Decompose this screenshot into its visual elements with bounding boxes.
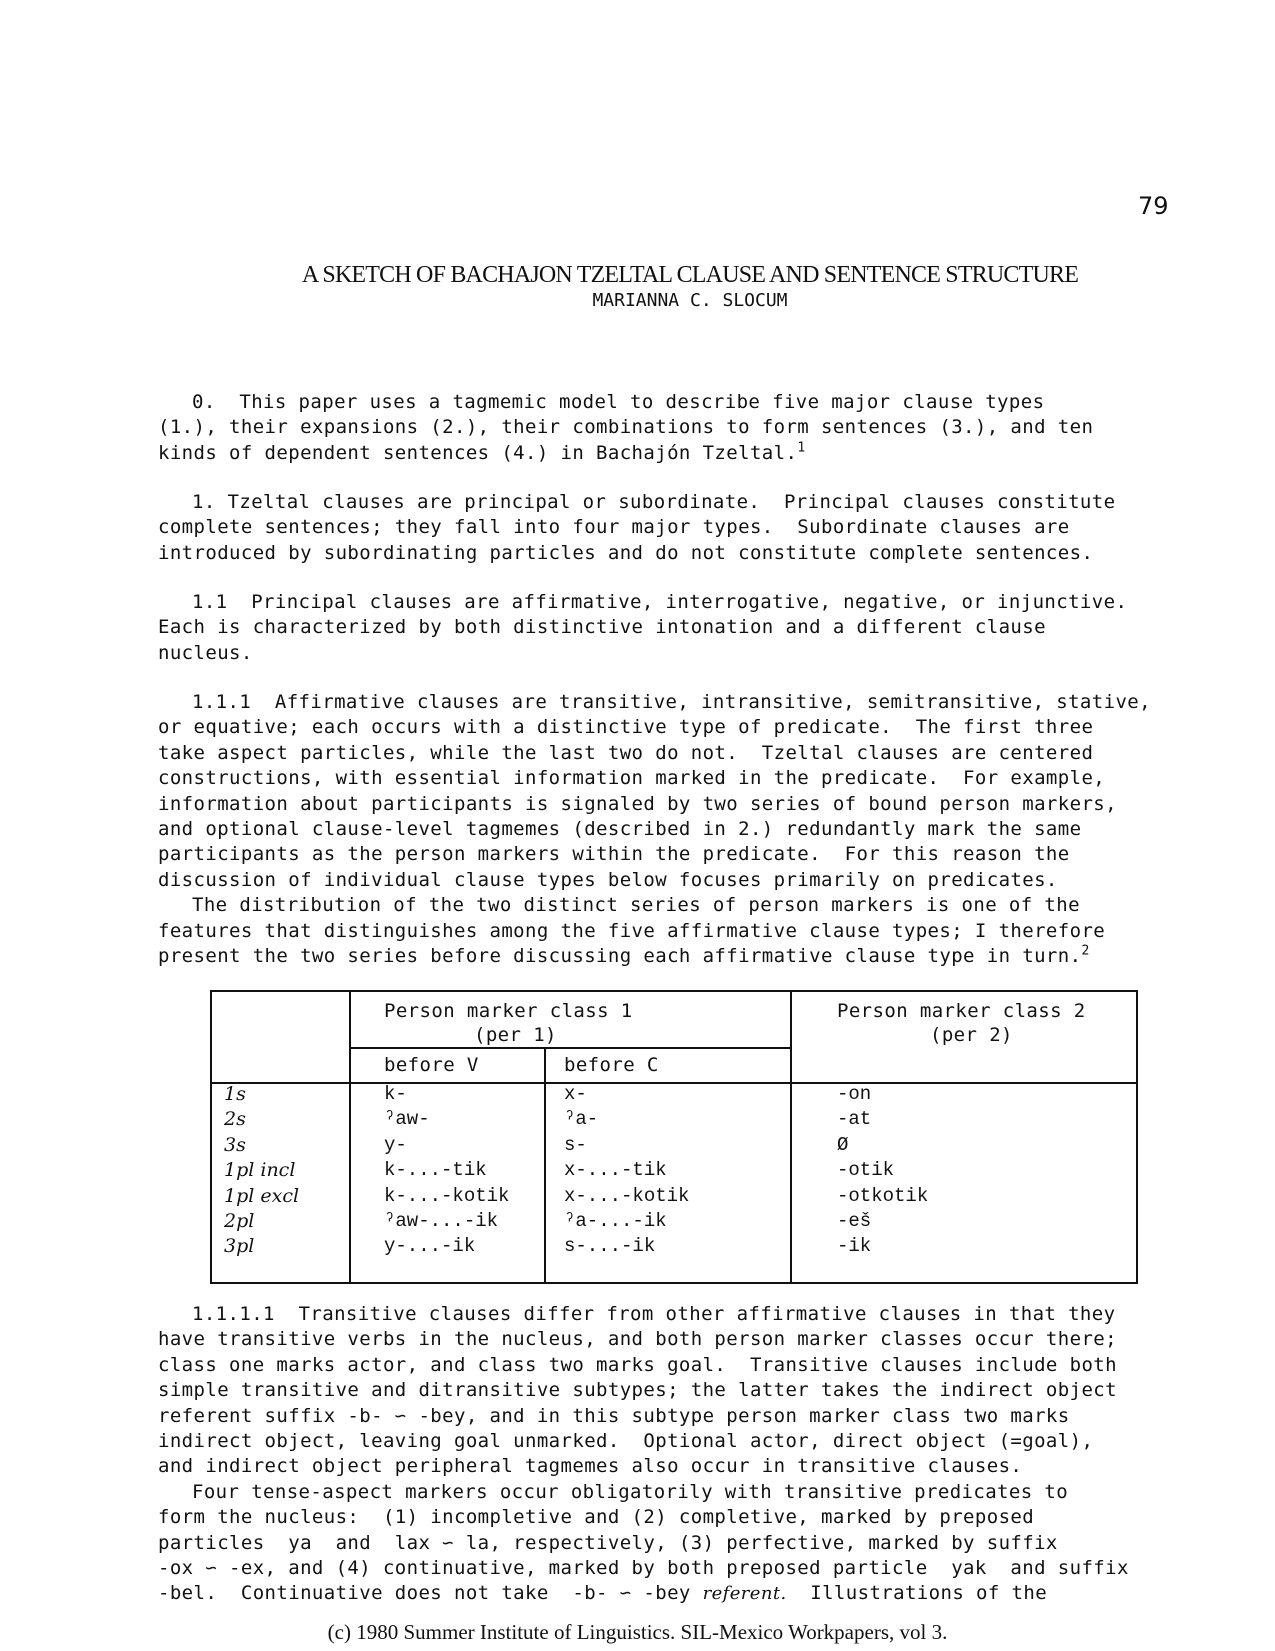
text-line-content: -bel. Continuative does not take -b- ∽ -bey: [158, 1582, 703, 1605]
table-cell: x-: [564, 1083, 587, 1105]
text-line: particles ya and lax ∽ la, respectively, (3) perfective, marked by suffix: [158, 1531, 1058, 1554]
text-line: -ox ∽ -ex, and (4) continuative, marked by both preposed particle yak and suffix: [158, 1557, 1129, 1580]
text-line: [158, 944, 1218, 969]
class2-header: Person marker class 2: [837, 1000, 1086, 1022]
text-line: take aspect particles, while the last two do not. Tzeltal clauses are centered: [158, 741, 1094, 764]
text-line: form the nucleus: (1) incompletive and (2) completive, marked by preposed: [158, 1506, 1035, 1529]
text-line: indirect object, leaving goal unmarked. Optional actor, direct object (=goal),: [158, 1430, 1094, 1453]
table-cell: -on: [837, 1083, 872, 1105]
text-line: [158, 1581, 1218, 1606]
text-line: and indirect object peripheral tagmemes also occur in transitive clauses.: [158, 1455, 1023, 1478]
before-v-column: [384, 1082, 509, 1260]
table-cell: -at: [837, 1108, 872, 1131]
text-line: and optional clause-level tagmemes (described in 2.) redundantly mark the same: [158, 818, 1082, 841]
text-line: class one marks actor, and class two marks goal. Transitive clauses include both: [158, 1353, 1117, 1376]
paragraph-0: [158, 390, 1218, 466]
class2-column: [837, 1082, 928, 1260]
person-label: 3pl: [224, 1235, 255, 1258]
person-label: 1pl excl: [224, 1184, 300, 1207]
before-v-header: before V: [384, 1054, 479, 1076]
table-divider: [790, 992, 792, 1282]
class2-subheader: (per 2): [930, 1024, 1013, 1046]
person-label: 3s: [224, 1133, 246, 1156]
text-line: Each is characterized by both distinctive intonation and a different clause: [158, 616, 1046, 639]
text-line: features that distinguishes among the five affirmative clause types; I therefore: [158, 919, 1106, 942]
text-line-content: kinds of dependent sentences (4.) in Bachajón Tzeltal.: [158, 441, 798, 464]
text-line: information about participants is signaled by two series of bound person markers,: [158, 792, 1117, 815]
table-cell: ˀa-: [564, 1108, 599, 1131]
paragraph-1-1-1: [158, 690, 1218, 969]
text-line: or equative; each occurs with a distinctive type of predicate. The first three: [158, 716, 1094, 739]
table-cell: -eš: [837, 1210, 872, 1233]
before-c-header: before C: [564, 1054, 659, 1076]
text-line: discussion of individual clause types below focuses primarily on predicates.: [158, 868, 1058, 891]
table-cell: -otkotik: [837, 1184, 929, 1207]
person-column: [224, 1082, 299, 1260]
table-cell: ˀa-...-ik: [564, 1210, 667, 1233]
person-label: 2pl: [224, 1210, 255, 1233]
table-cell: -otik: [837, 1159, 895, 1182]
text-line: constructions, with essential information marked in the predicate. For example,: [158, 767, 1106, 790]
text-line: The distribution of the two distinct series of person markers is one of the: [192, 894, 1080, 917]
table-cell: ˀaw-: [384, 1108, 430, 1131]
text-line: complete sentences; they fall into four major types. Subordinate clauses are: [158, 516, 1070, 539]
footnote-marker: 1: [797, 440, 806, 456]
text-line: [158, 441, 1218, 466]
text-line: 1. Tzeltal clauses are principal or subordinate. Principal clauses constitute: [192, 491, 1116, 513]
table-cell: x-...-tik: [564, 1159, 667, 1182]
table-cell: k-: [384, 1083, 407, 1105]
author: MARIANNA C. SLOCUM: [592, 290, 788, 311]
table-cell: Ø: [837, 1133, 849, 1156]
paragraph-1-1-1-1: [158, 1302, 1218, 1607]
text-line: nucleus.: [158, 641, 253, 664]
person-label: 2s: [224, 1108, 246, 1131]
text-line: 1.1.1.1 Transitive clauses differ from other affirmative clauses in that they: [192, 1303, 1116, 1325]
person-label: 1pl incl: [224, 1159, 296, 1182]
paragraph-1: [158, 490, 1218, 566]
table-cell: s-...-ik: [564, 1235, 656, 1258]
text-line: introduced by subordinating particles and do not constitute complete sentences.: [158, 541, 1094, 564]
text-line: participants as the person markers within the predicate. For this reason the: [158, 843, 1070, 866]
table-divider: [349, 1047, 792, 1049]
text-line: Four tense-aspect markers occur obligatorily with transitive predicates to: [192, 1480, 1069, 1503]
text-line: 1.1 Principal clauses are affirmative, interrogative, negative, or injunctive.: [192, 591, 1128, 613]
copyright-footer: (c) 1980 Summer Institute of Linguistics. SIL-Mexico Workpapers, vol 3.: [327, 1620, 948, 1644]
table-cell: k-...-tik: [384, 1159, 487, 1182]
table-cell: ˀaw-...-ik: [384, 1210, 499, 1233]
text-line: (1.), their expansions (2.), their combinations to form sentences (3.), and ten: [158, 416, 1094, 439]
table-cell: y-...-ik: [384, 1235, 476, 1258]
person-label: 1s: [224, 1083, 246, 1105]
paragraph-1-1: [158, 590, 1218, 666]
text-line: 0. This paper uses a tagmemic model to describe five major clause types: [192, 391, 1045, 413]
text-line: have transitive verbs in the nucleus, and both person marker classes occur there;: [158, 1328, 1117, 1351]
text-line: referent suffix -b- ∽ -bey, and in this subtype person marker class two marks: [158, 1404, 1070, 1427]
table-cell: -ik: [837, 1235, 872, 1258]
page-number: 79: [1138, 192, 1169, 220]
class1-subheader: (per 1): [474, 1024, 557, 1046]
table-cell: s-: [564, 1133, 587, 1156]
text-line-content: Illustrations of the: [786, 1582, 1048, 1605]
text-line-content: present the two series before discussing each affirmative clause type in turn.: [158, 945, 1082, 968]
text-line: simple transitive and ditransitive subtypes; the latter takes the indirect object: [158, 1379, 1117, 1402]
class1-header: Person marker class 1: [384, 1000, 633, 1022]
footnote-marker: 2: [1081, 943, 1090, 959]
table-cell: y-: [384, 1133, 407, 1156]
table-divider: [349, 992, 351, 1282]
person-marker-table: [210, 990, 1138, 1284]
text-line: 1.1.1 Affirmative clauses are transitive, intransitive, semitransitive, stative,: [192, 691, 1151, 713]
table-cell: k-...-kotik: [384, 1184, 510, 1207]
paper-title: A SKETCH OF BACHAJON TZELTAL CLAUSE AND SENTENCE STRUCTURE: [301, 262, 1079, 288]
italic-term: referent.: [702, 1583, 787, 1605]
before-c-column: [564, 1082, 689, 1260]
table-cell: x-...-kotik: [564, 1184, 690, 1207]
